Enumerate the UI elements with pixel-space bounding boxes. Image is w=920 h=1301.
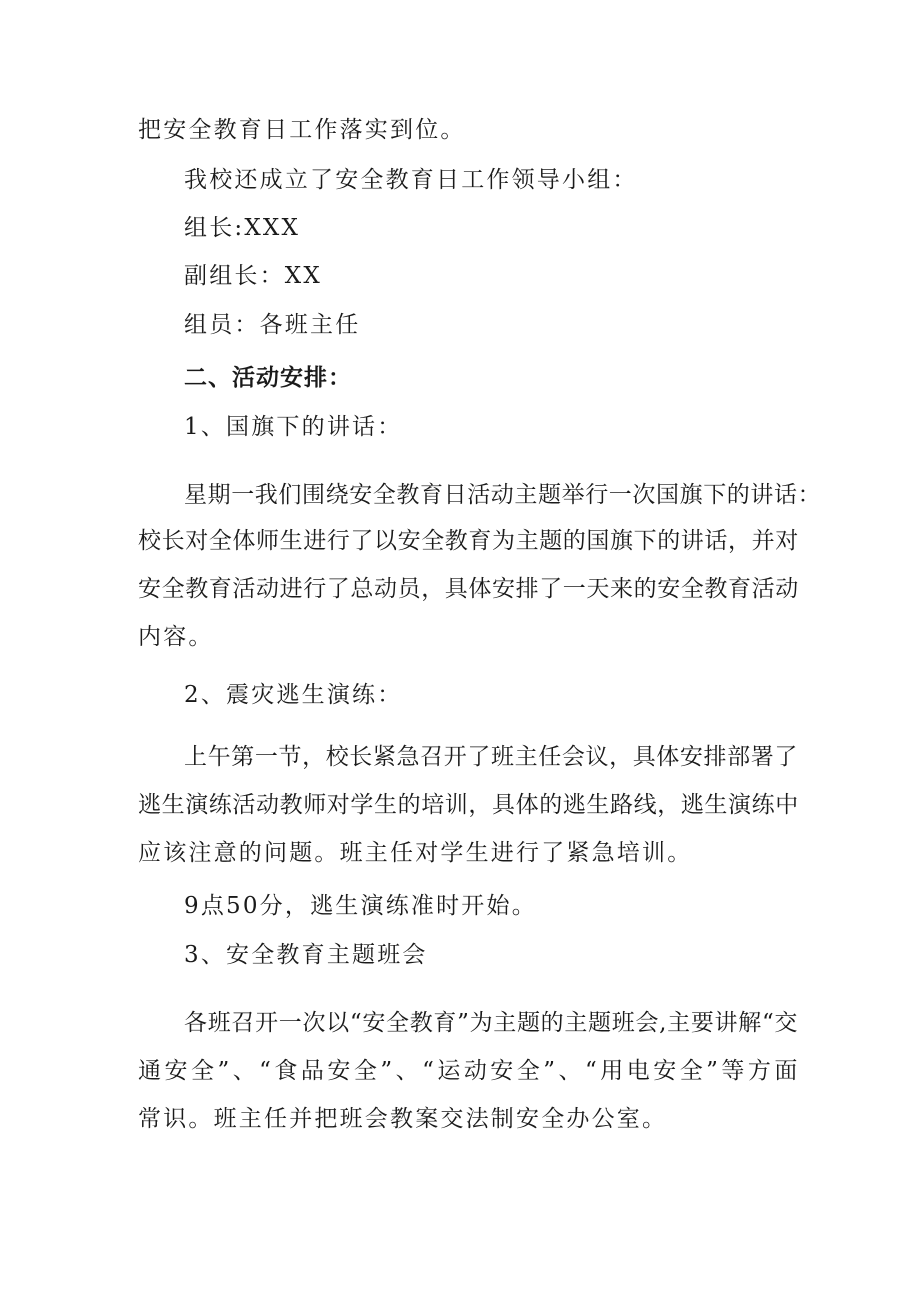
paragraph-line: 常识。班主任并把班会教案交法制安全办公室。 bbox=[138, 1106, 668, 1132]
subsection-heading: 1、国旗下的讲话： bbox=[184, 414, 403, 440]
text-line: 我校还成立了安全教育日工作领导小组： bbox=[184, 167, 638, 193]
paragraph-line: 上午第一节，校长紧急召开了班主任会议，具体安排部署了 bbox=[184, 744, 798, 770]
paragraph-line: 星期一我们围绕安全教育日活动主题举行一次国旗下的讲话： bbox=[184, 482, 822, 508]
paragraph-line: 安全教育活动进行了总动员，具体安排了一天来的安全教育活动 bbox=[138, 576, 799, 602]
deputy-leader-line: 副组长：XX bbox=[184, 263, 322, 289]
text-line: 把安全教育日工作落实到位。 bbox=[138, 117, 466, 143]
paragraph-line: 应该注意的问题。班主任对学生进行了紧急培训。 bbox=[138, 840, 693, 866]
paragraph-line: 逃生演练活动教师对学生的培训，具体的逃生路线，逃生演练中 bbox=[138, 792, 799, 818]
subsection-heading: 3、安全教育主题班会 bbox=[184, 942, 428, 968]
paragraph-line: 校长对全体师生进行了以安全教育为主题的国旗下的讲话，并对 bbox=[138, 528, 799, 554]
members-line: 组员：各班主任 bbox=[184, 312, 361, 338]
subsection-heading: 2、震灾逃生演练： bbox=[184, 682, 403, 708]
paragraph-line: 各班召开一次以“安全教育”为主题的主题班会,主要讲解“交 bbox=[184, 1010, 798, 1036]
paragraph-line: 通安全”、“食品安全”、“运动安全”、“用电安全”等方面 bbox=[138, 1058, 798, 1084]
paragraph-line: 9点50分，逃生演练准时开始。 bbox=[184, 893, 537, 919]
leader-line: 组长:XXX bbox=[184, 215, 301, 241]
paragraph-line: 内容。 bbox=[138, 624, 214, 650]
section-heading: 二、活动安排： bbox=[184, 365, 352, 391]
